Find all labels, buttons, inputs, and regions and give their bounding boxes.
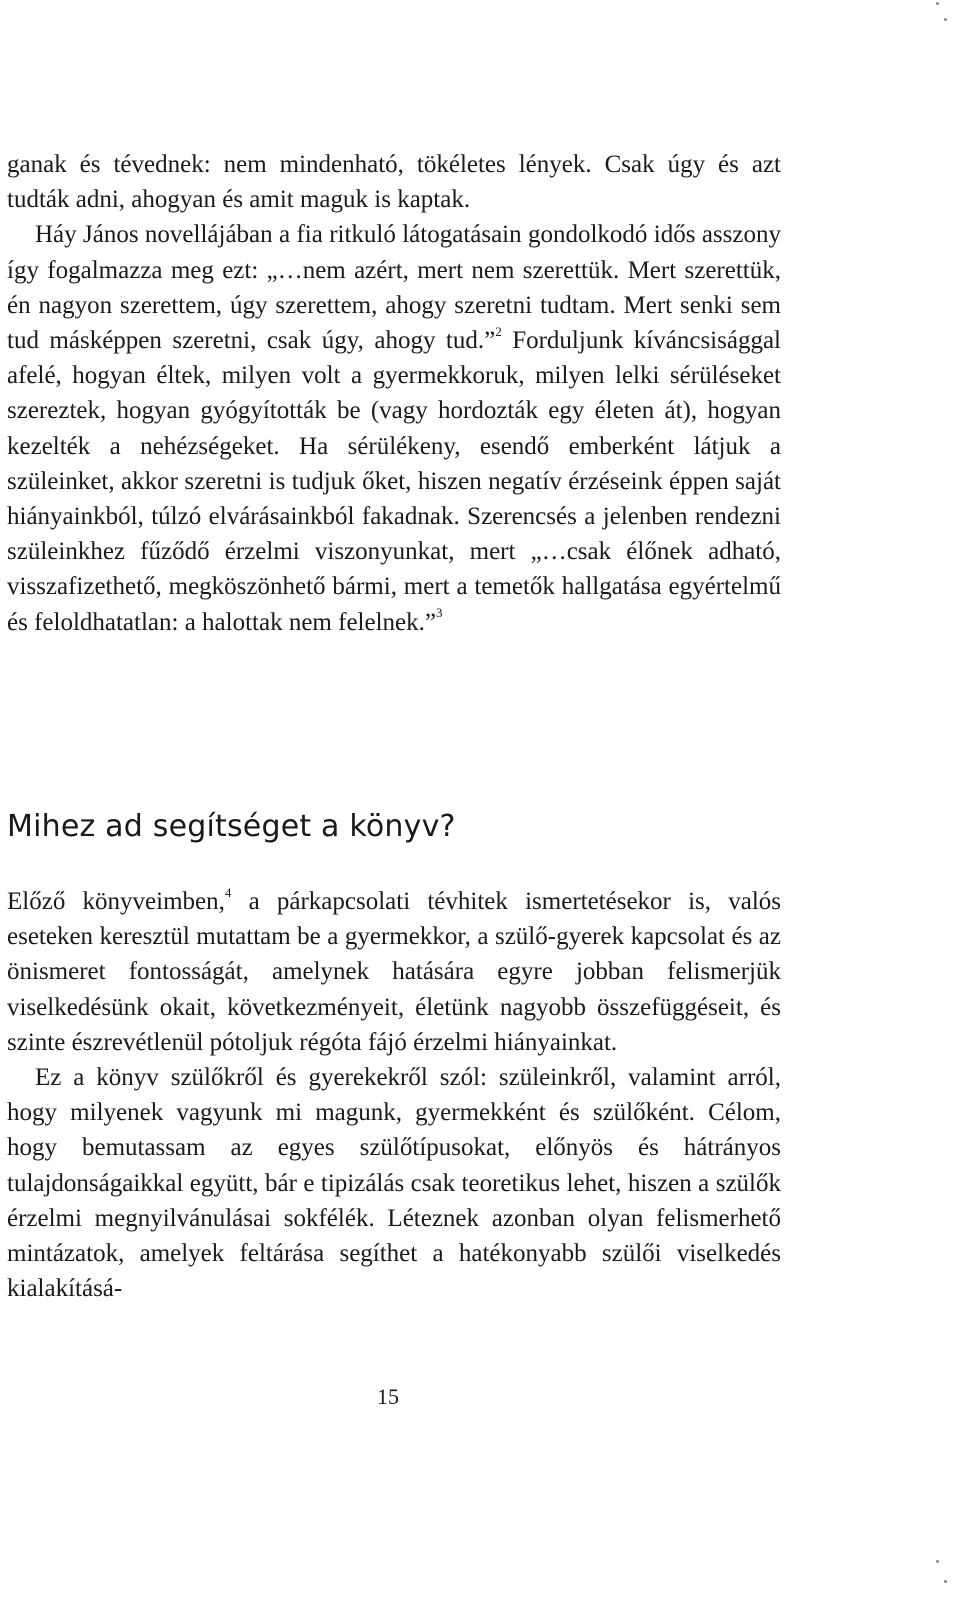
page-number: 15 (377, 1384, 399, 1409)
paragraph-continued (7, 147, 781, 217)
footnote-ref-4[interactable]: 4 (224, 884, 232, 900)
paragraph-text: ganak és tévednek: nem mindenható, tökéletes lények. Csak úgy és azt tudták adni, ahogyan és amit maguk is kaptak. (7, 151, 781, 214)
paragraph-text-body: Forduljunk kíváncsisággal afelé, hogyan éltek, milyen volt a gyermekkoruk, milyen lelki sérüléseket szereztek, hogyan gyógyították be (vagy hordozták egy életen át), hogyan kezelték a nehézségeket. Ha sérülékeny, esendő emberként látjuk a szüleinket, akkor szeretni is tudjuk őket, hiszen negatív érzéseink éppen saját hiányainkból, túlzó elvárásainkból fakadnak. Szerencsés a jelenben rendezni szüleinkhez fűződő érzelmi viszonyunkat, mert „…csak élőnek adható, visszafizethető, megköszönhető bármi, mert a temetők hallgatása egyértelmű és feloldhatatlan: a halottak nem felelnek.” (7, 327, 781, 636)
text-block-continuation (7, 147, 781, 640)
paragraph-text-rest: a párkapcsolati tévhitek ismertetésekor is, valós eseteken keresztül mutattam be a gyermekkor, a szülő-gyerek kapcsolat és az önismeret fontosságát, amelynek hatására egyre jobban felismerjük viselkedésünk okait, következményeit, életünk nagyobb összefüggéseit, és szinte észrevétlenül pótoljuk régóta fájó érzelmi hiányainkat. (7, 888, 781, 1056)
paragraph-text-quote: Háy János novellájában a fia ritkuló látogatásain gondolkodó idős asszony így fogalmazza meg ezt: „…nem azért, mert nem szerettük. Mert szerettük, én nagyon szerettem, úgy szerettem, ahogy szeretni tudtam. Mert senki sem tud másképpen szeretni, csak úgy, ahogy tud.” (7, 221, 781, 355)
paragraph-hay-janos (7, 217, 781, 639)
paragraph-text: Ez a könyv szülőkről és gyerekekről szól: szüleinkről, valamint arról, hogy milyenek vagyunk mi magunk, gyermekként és szülőként. Célom, hogy bemutassam az egyes szülőtípusokat, előnyös és hátrányos tulajdonságaikkal együtt, bár e tipizálás csak teoretikus lehet, hiszen a szülők érzelmi megnyilvánulásai sokfélék. Léteznek azonban olyan felismerhető mintázatok, amelyek feltárása segíthet a hatékonyabb szülői viselkedés kialakításá- (7, 1064, 781, 1303)
section-heading: Mihez ad segítséget a könyv? (7, 809, 456, 844)
crop-mark-bottom-right-2 (944, 1580, 947, 1583)
crop-mark-bottom-right (936, 1560, 939, 1563)
text-block-section (7, 884, 781, 1306)
paragraph-text-start: Előző könyveimben, (7, 888, 225, 915)
crop-mark-top-right (936, 2, 939, 5)
footnote-ref-3[interactable]: 3 (435, 605, 443, 621)
crop-mark-top-right-2 (944, 18, 947, 21)
paragraph-this-book (7, 1060, 781, 1306)
footnote-ref-2[interactable]: 2 (495, 323, 502, 339)
paragraph-previous-books (7, 884, 781, 1060)
